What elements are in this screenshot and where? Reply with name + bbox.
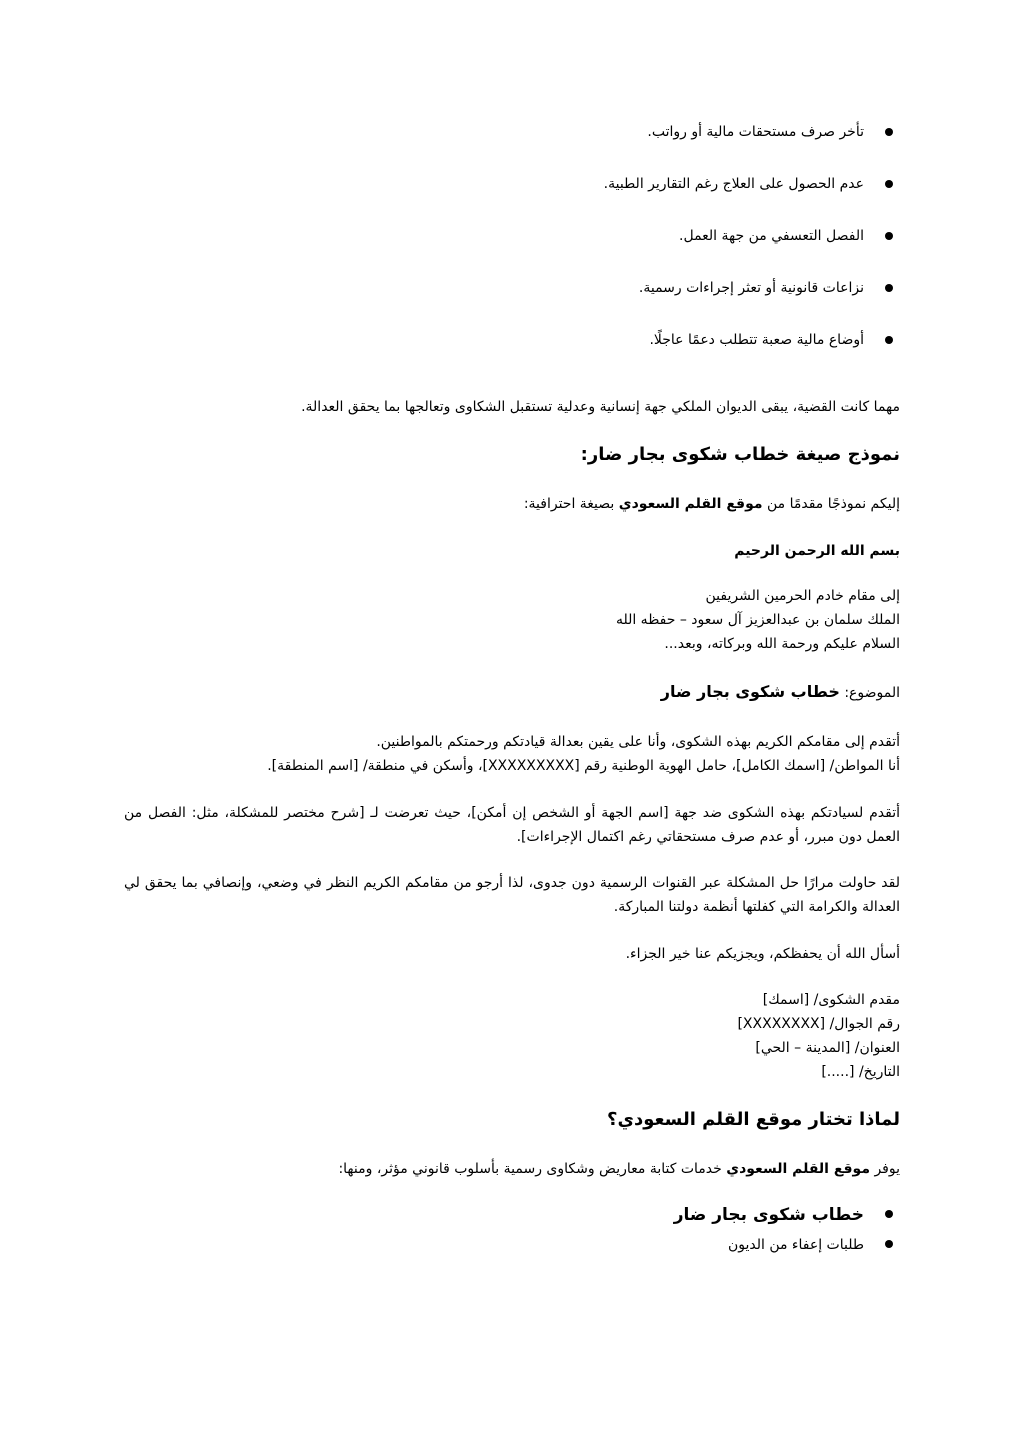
section-intro: إليكم نموذجًا مقدمًا من موقع القلم السعودي بصيغة احترافية: — [523, 496, 900, 512]
list-item: الفصل التعسفي من جهة العمل. — [604, 224, 864, 276]
list-item: عدم الحصول على العلاج رغم التقارير الطبية. — [604, 172, 864, 224]
list-item: خطاب شكوى بجار ضار — [674, 1202, 864, 1232]
section-intro: يوفر موقع القلم السعودي خدمات كتابة معاريض وشكاوى رسمية بأسلوب قانوني مؤثر، ومنها: — [338, 1161, 900, 1177]
bullet-icon — [885, 1210, 893, 1218]
list-item: طلبات إعفاء من الديون — [674, 1232, 864, 1258]
section-heading-template: نموذج صيغة خطاب شكوى بجار ضار: — [580, 444, 900, 465]
letter-closing: أسأل الله أن يحفظكم، ويجزيكم عنا خير الجزاء. — [625, 946, 900, 962]
list-item: نزاعات قانونية أو تعثر إجراءات رسمية. — [604, 276, 864, 328]
bullet-icon — [885, 180, 893, 188]
bullet-icon — [885, 232, 893, 240]
list-item: تأخر صرف مستحقات مالية أو رواتب. — [604, 120, 864, 172]
letter-paragraph: لقد حاولت مرارًا حل المشكلة عبر القنوات الرسمية دون جدوى، لذا أرجو من مقامكم الكريم النظر في وضعي، وإنصافي بما يحقق لي العدالة والكرامة التي كفلتها أنظمة دولتنا المباركة. — [124, 875, 900, 915]
site-name: موقع القلم السعودي — [618, 496, 763, 512]
letter-paragraph: أتقدم لسيادتكم بهذه الشكوى ضد جهة [اسم الجهة أو الشخص إن أمكن]، حيث تعرضت لـ [شرح مختصر للمشكلة، مثل: الفصل من العمل دون مبرر، أو عدم صرف مستحقاتي رغم اكتمال الإجراءات]. — [124, 805, 900, 845]
section-heading-why: لماذا تختار موقع القلم السعودي؟ — [607, 1109, 900, 1130]
issues-bullet-list — [604, 120, 864, 380]
letter-signature: مقدم الشكوى/ [اسمك] رقم الجوال/ [XXXXXXXX] العنوان/ [المدينة – الحي] التاريخ/ [.....] — [737, 992, 900, 1080]
bullet-icon — [885, 336, 893, 344]
bullet-icon — [885, 1240, 893, 1248]
bullet-icon — [885, 284, 893, 292]
letter-paragraph: أتقدم إلى مقامكم الكريم بهذه الشكوى، وأنا على يقين بعدالة قيادتكم ورحمتكم بالمواطنين. أنا المواطن/ [اسمك الكامل]، حامل الهوية الوطنية رقم [XXXXXXXXX]، وأسكن في منطقة/ [اسم المنطقة]. — [267, 734, 900, 774]
bullet-icon — [885, 128, 893, 136]
site-name: موقع القلم السعودي — [726, 1161, 870, 1177]
letter-subject: الموضوع: خطاب شكوى بجار ضار — [660, 682, 900, 701]
services-list — [674, 1202, 864, 1258]
list-item: أوضاع مالية صعبة تتطلب دعمًا عاجلًا. — [604, 328, 864, 380]
conclusion-paragraph: مهما كانت القضية، يبقى الديوان الملكي جهة إنسانية وعدلية تستقبل الشكاوى وتعالجها بما يحقق العدالة. — [301, 399, 900, 415]
basmala: بسم الله الرحمن الرحيم — [734, 543, 900, 559]
letter-address: إلى مقام خادم الحرمين الشريفين الملك سلمان بن عبدالعزيز آل سعود – حفظه الله السلام عليكم ورحمة الله وبركاته، وبعد... — [615, 588, 900, 652]
